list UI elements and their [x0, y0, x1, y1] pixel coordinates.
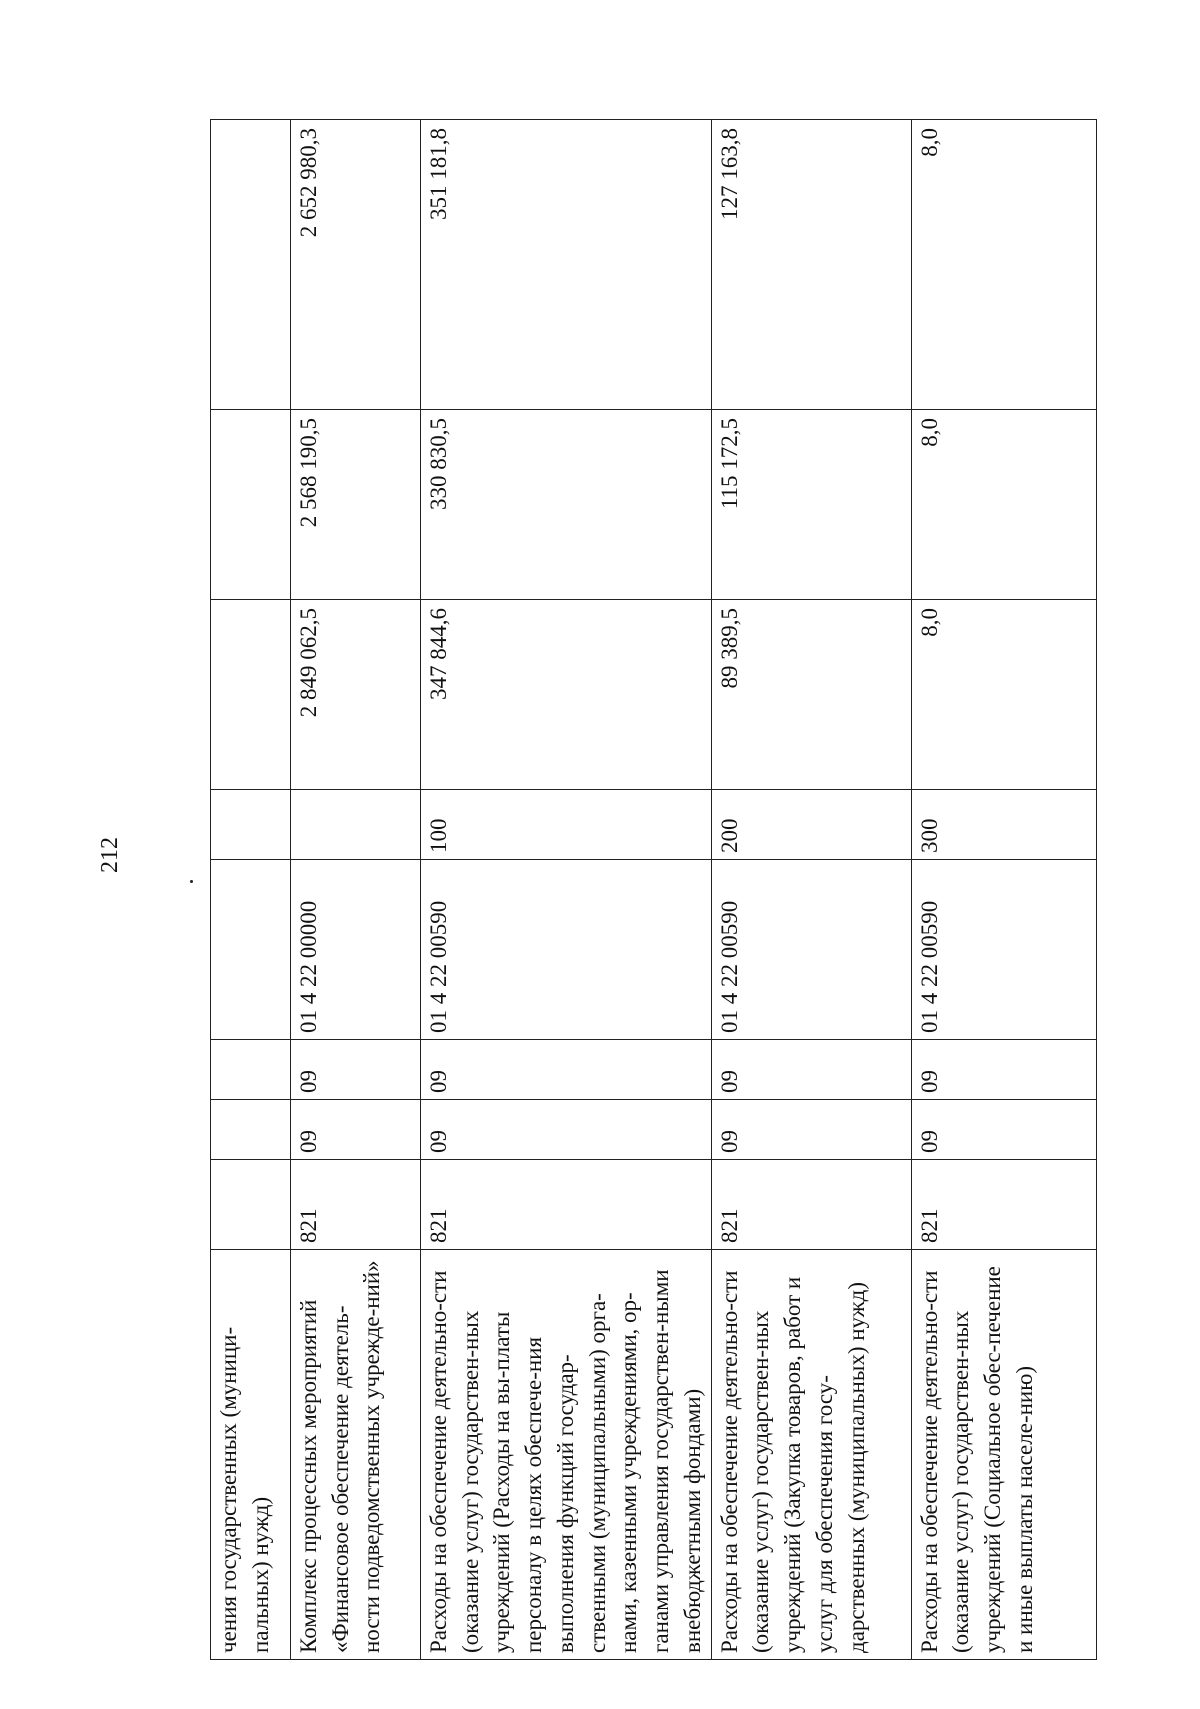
- cell-year-3: 8,0: [911, 120, 1096, 410]
- cell-rz: 09: [711, 1100, 911, 1160]
- cell-csr: [211, 860, 291, 1040]
- cell-pr: 09: [291, 1040, 421, 1100]
- cell-name: чения государственных (муници-пальных) нужд): [211, 1250, 291, 1660]
- cell-pr: 09: [421, 1040, 712, 1100]
- table-row: [711, 120, 911, 1660]
- table-row: [421, 120, 712, 1660]
- cell-rz: 09: [911, 1100, 1096, 1160]
- cell-vr: 200: [711, 790, 911, 860]
- cell-vr: 300: [911, 790, 1096, 860]
- cell-year-1: 89 389,5: [711, 600, 911, 790]
- budget-table: [210, 119, 1097, 1660]
- cell-name: Комплекс процессных мероприятий «Финансовое обеспечение деятель-ности подведомственных учрежде-ний»: [291, 1250, 421, 1660]
- cell-vr: [211, 790, 291, 860]
- table-row: [211, 120, 291, 1660]
- cell-pr: [211, 1040, 291, 1100]
- cell-grbs: 821: [711, 1160, 911, 1250]
- budget-table-rotated: [210, 120, 1090, 1660]
- page-number: 212: [97, 837, 123, 873]
- cell-year-3: 2 652 980,3: [291, 120, 421, 410]
- cell-year-1: 8,0: [911, 600, 1096, 790]
- table-row: [291, 120, 421, 1660]
- cell-rz: 09: [421, 1100, 712, 1160]
- cell-year-1: 347 844,6: [421, 600, 712, 790]
- cell-pr: 09: [711, 1040, 911, 1100]
- table-row: [911, 120, 1096, 1660]
- cell-vr: [291, 790, 421, 860]
- cell-grbs: 821: [291, 1160, 421, 1250]
- cell-rz: [211, 1100, 291, 1160]
- cell-year-3: 351 181,8: [421, 120, 712, 410]
- cell-year-2: [211, 410, 291, 600]
- cell-vr: 100: [421, 790, 712, 860]
- cell-year-2: 115 172,5: [711, 410, 911, 600]
- cell-csr: 01 4 22 00590: [711, 860, 911, 1040]
- cell-year-3: 127 163,8: [711, 120, 911, 410]
- cell-grbs: 821: [911, 1160, 1096, 1250]
- cell-year-2: 2 568 190,5: [291, 410, 421, 600]
- cell-csr: 01 4 22 00590: [911, 860, 1096, 1040]
- cell-name: Расходы на обеспечение деятельно-сти (оказание услуг) государствен-ных учреждений (Социальное обес-печение и иные выплаты населе-нию): [911, 1250, 1096, 1660]
- cell-name: Расходы на обеспечение деятельно-сти (оказание услуг) государствен-ных учреждений (Закупка товаров, работ и услуг для обеспечения госу-дарственных (муниципальных) нужд): [711, 1250, 911, 1660]
- cell-csr: 01 4 22 00590: [421, 860, 712, 1040]
- cell-rz: 09: [291, 1100, 421, 1160]
- cell-grbs: 821: [421, 1160, 712, 1250]
- cell-year-1: [211, 600, 291, 790]
- cell-grbs: [211, 1160, 291, 1250]
- cell-year-1: 2 849 062,5: [291, 600, 421, 790]
- scan-speck: [190, 880, 193, 883]
- cell-year-2: 330 830,5: [421, 410, 712, 600]
- cell-year-3: [211, 120, 291, 410]
- cell-name: Расходы на обеспечение деятельно-сти (оказание услуг) государствен-ных учреждений (Расходы на вы-платы персоналу в целях обеспече-ния выполнения функций государ-ственными (муниципальными) орга-нами, казенными учреждениями, ор-ганами управления государствен-ными внебюджетными фондами): [421, 1250, 712, 1660]
- cell-pr: 09: [911, 1040, 1096, 1100]
- cell-csr: 01 4 22 00000: [291, 860, 421, 1040]
- cell-year-2: 8,0: [911, 410, 1096, 600]
